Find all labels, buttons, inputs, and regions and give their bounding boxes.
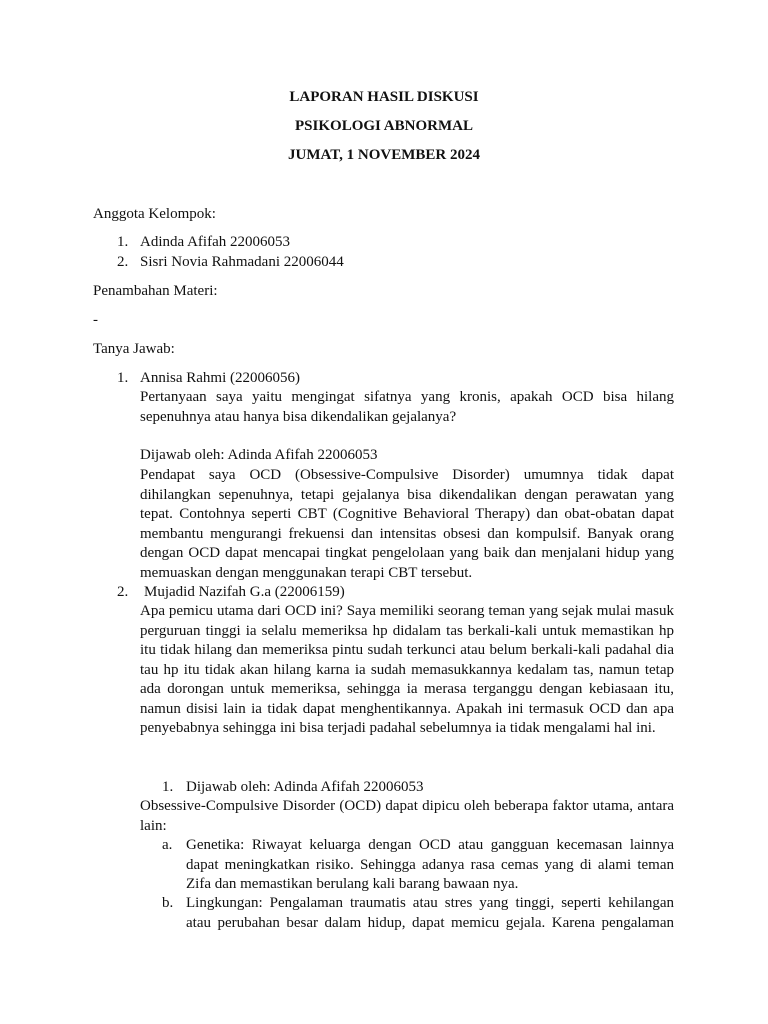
answered-by: Dijawab oleh: Adinda Afifah 22006053 <box>186 779 424 795</box>
answered-by: Dijawab oleh: Adinda Afifah 22006053 <box>140 447 378 463</box>
member-number: 1. <box>117 234 129 250</box>
question-number: 1. <box>117 370 129 386</box>
factor-letter: a. <box>162 837 173 853</box>
material-value: - <box>93 312 98 328</box>
question-asker: Annisa Rahmi (22006056) <box>140 370 300 386</box>
document-subject: PSIKOLOGI ABNORMAL <box>295 118 473 134</box>
question-number: 2. <box>117 584 129 600</box>
member-number: 2. <box>117 254 129 270</box>
question-asker: Mujadid Nazifah G.a (22006159) <box>144 584 345 600</box>
qa-heading: Tanya Jawab: <box>93 341 175 357</box>
document-title: LAPORAN HASIL DISKUSI <box>289 89 479 105</box>
question-text: Pertanyaan saya yaitu mengingat sifatnya yang kronis, apakah OCD bisa hilang sepenuhnya atau hanya bisa dikendalikan gejalanya? <box>140 389 674 425</box>
answer-number: 1. <box>162 779 174 795</box>
answer-intro: Obsessive-Compulsive Disorder (OCD) dapat dipicu oleh beberapa faktor utama, antara lain: <box>140 798 674 834</box>
material-heading: Penambahan Materi: <box>93 283 218 299</box>
document-date: JUMAT, 1 NOVEMBER 2024 <box>288 147 480 163</box>
answer-text: Pendapat saya OCD (Obsessive-Compulsive Disorder) umumnya tidak dapat dihilangkan sepenuhnya, tetapi gejalanya bisa dikendalikan dengan perawatan yang tepat. Contohnya seperti CBT (Cognitive Behavioral Therapy) dan obat-obatan dapat membantu mengurangi frekuensi dan intensitas obsesi dan kompulsif. Banyak orang dengan OCD dapat mencapai tingkat pengelolaan yang baik dan menjalani hidup yang memuaskan dengan menggunakan terapi CBT tersebut. <box>140 467 674 581</box>
factor-text: Lingkungan: Pengalaman traumatis atau stres yang tinggi, seperti kehilangan atau perubahan besar dalam hidup, dapat memicu gejala. Karena pengalaman <box>186 895 674 931</box>
member-name: Adinda Afifah 22006053 <box>140 234 290 250</box>
member-name: Sisri Novia Rahmadani 22006044 <box>140 254 344 270</box>
question-text: Apa pemicu utama dari OCD ini? Saya memiliki seorang teman yang sejak mulai masuk perguruan tinggi ia selalu memeriksa hp didalam tas berkali-kali untuk memastikan hp itu tidak hilang dan memeriksa pintu sudah terkunci atau belum berkali-kali padahal dia tau hp itu tidak akan hilang karna ia sudah memasukkannya kedalam tas, namun tetap ada dorongan untuk memeriksa, sehingga ia merasa terganggu dengan kebiasaan itu, namun disisi lain ia tidak dapat menghentikannya. Apakah ini termasuk OCD dan apa penyebabnya sehingga ini bisa terjadi padahal sebelumnya ia tidak mengalami hal ini. <box>140 603 674 736</box>
factor-letter: b. <box>162 895 174 911</box>
members-heading: Anggota Kelompok: <box>93 206 216 222</box>
factor-text: Genetika: Riwayat keluarga dengan OCD atau gangguan kecemasan lainnya dapat meningkatkan risiko. Sehingga adanya rasa cemas yang di alami teman Zifa dan memastikan berulang kali barang bawaan nya. <box>186 837 674 892</box>
